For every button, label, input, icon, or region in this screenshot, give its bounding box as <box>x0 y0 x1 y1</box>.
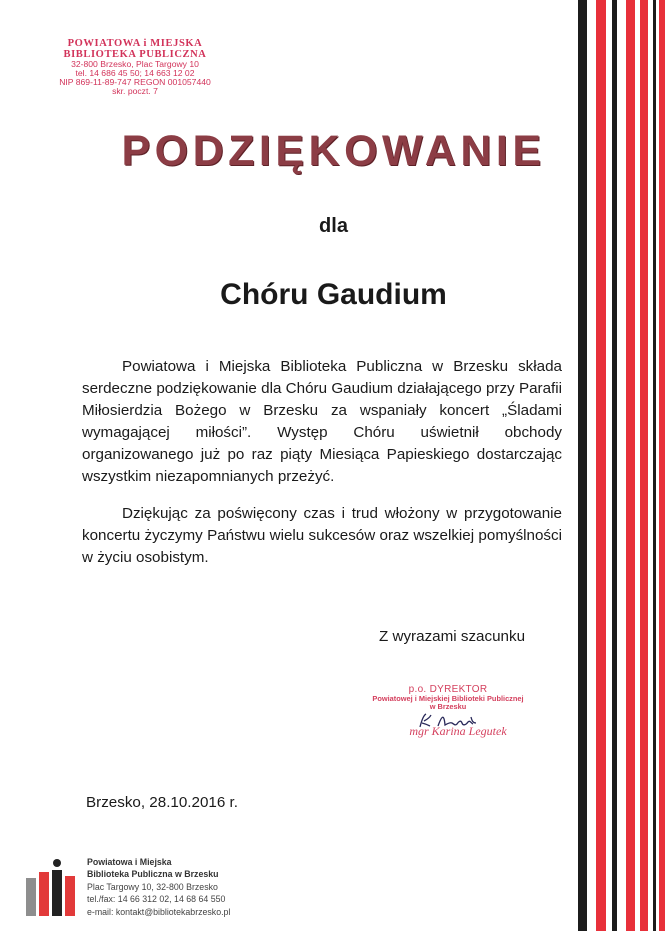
signature-library-line1: Powiatowej i Miejskiej Biblioteki Publicznej <box>372 694 524 703</box>
footer-name-line2: Biblioteka Publiczna w Brzesku <box>87 869 219 880</box>
footer-email: e-mail: kontakt@bibliotekabrzesko.pl <box>87 906 231 917</box>
stamp-pobox: skr. poczt. 7 <box>112 86 158 97</box>
library-stamp <box>52 38 218 96</box>
letter-body <box>82 356 562 584</box>
footer-address: Plac Targowy 10, 32-800 Brzesko <box>87 881 218 892</box>
recipient-name: Chóru Gaudium <box>220 278 447 311</box>
footer-contact <box>87 856 230 918</box>
signature-title: p.o. DYREKTOR <box>408 684 488 695</box>
stamp-address: 32-800 Brzesko, Plac Targowy 10 <box>71 59 199 70</box>
stamp-name-line2: BIBLIOTEKA PUBLICZNA <box>63 49 207 61</box>
signature-library-line2: w Brzesku <box>429 702 467 712</box>
stamp-ids: NIP 869-11-89-747 REGON 001057440 <box>59 77 211 88</box>
footer-phone: tel./fax: 14 66 312 02, 14 68 64 550 <box>87 894 226 905</box>
library-logo <box>26 858 76 923</box>
stamp-name-line1: POWIATOWA i MIEJSKA <box>67 38 203 49</box>
signature-stamp <box>358 684 538 738</box>
for-word: dla <box>319 215 348 237</box>
stamp-phone: tel. 14 686 45 50; 14 663 12 02 <box>75 68 195 79</box>
document-title: PODZIĘKOWANIE <box>121 127 546 175</box>
footer-name-line1: Powiatowa i Miejska <box>87 857 172 867</box>
signatory-name: mgr Karina Legutek <box>409 724 507 739</box>
body-paragraph-1: Powiatowa i Miejska Biblioteka Publiczna w Brzesku składa serdeczne podziękowanie dla Chóru Gaudium działającego przy Parafii Miłosierdzia Bożego w Brzesku za wspaniały koncert „Śladami wymagającej miłości”. Występ Chóru uświetnił obchody organizowanego już po raz piąty Miesiąca Papieskiego dostarczając wszystkim niezapomnianych przeżyć. <box>82 358 562 485</box>
document-date: Brzesko, 28.10.2016 r. <box>86 794 238 811</box>
closing-phrase: Z wyrazami szacunku <box>379 628 526 645</box>
body-paragraph-2: Dziękując za poświęcony czas i trud włożony w przygotowanie koncertu życzymy Państwu wielu sukcesów oraz wszelkiej pomyślności w życiu osobistym. <box>82 505 562 566</box>
